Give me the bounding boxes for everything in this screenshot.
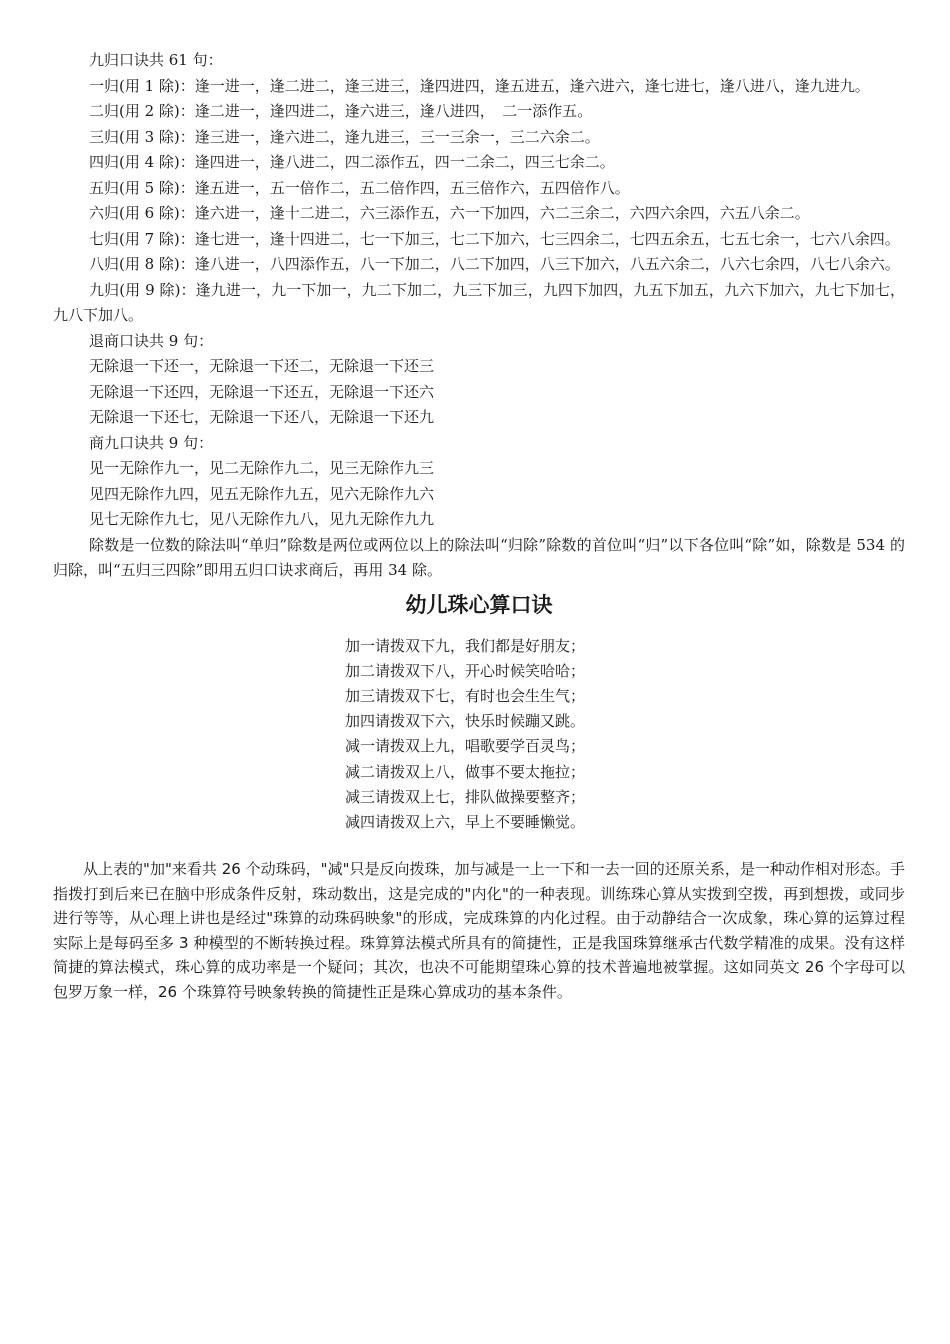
shangjiu-line-3: 见七无除作九七，见八无除作九八，见九无除作九九	[89, 510, 435, 528]
tuishang-line-2: 无除退一下还四，无除退一下还五，无除退一下还六	[89, 382, 435, 401]
jiugui-heading: 九归口诀共 61 句：	[89, 51, 223, 69]
division-note: 除数是一位数的除法叫“单归”除数是两位或两位以上的除法叫“归除”除数的首位叫“归”以下各位叫“除”如，除数是 534 的归除，叫“五归三四除”即用五归口诀求商后，再用 34 除。	[53, 535, 905, 579]
poem-line: 减二请拨双上八，做事不要太拖拉；	[345, 762, 586, 781]
jiugui-rule-4: 四归(用 4 除)：逢四进一，逢八进二，四二添作五，四一二余二，四三七余二。	[89, 153, 615, 171]
tuishang-line-3: 无除退一下还七，无除退一下还八，无除退一下还九	[89, 408, 435, 426]
tuishang-heading: 退商口诀共 9 句：	[89, 331, 214, 350]
jiugui-rule-5: 五归(用 5 除)：逢五进一，五一倍作二，五二倍作四，五三倍作六，五四倍作八。	[89, 178, 630, 197]
poem-line: 减四请拨双上六，早上不要睡懒觉。	[345, 812, 586, 831]
poem-block	[345, 634, 615, 836]
document-page	[53, 48, 905, 1004]
poem-line: 减三请拨双上七，排队做操要整齐；	[345, 787, 586, 806]
poem-line: 减一请拨双上九，唱歌要学百灵鸟；	[345, 737, 586, 756]
poem-title: 幼儿珠心算口诀	[405, 592, 553, 617]
shangjiu-heading: 商九口诀共 9 句：	[89, 433, 214, 452]
poem-line: 加一请拨双下九，我们都是好朋友；	[345, 636, 586, 655]
jiugui-rule-1: 一归(用 1 除)：逢一进一，逢二进二，逢三进三，逢四进四，逢五进五，逢六进六，逢七进七，逢八进八，逢九进九。	[89, 76, 870, 95]
jiugui-rule-2: 二归(用 2 除)：逢二进一，逢四进二，逢六进三，逢八进四， 二一添作五。	[89, 102, 593, 120]
essay-paragraph: 从上表的"加"来看共 26 个动珠码，"减"只是反向拨珠，加与减是一上一下和一去一回的还原关系，是一种动作相对形态。手指拨打到后来已在脑中形成条件反射，珠动数出，这是完成的"内化"的一种表现。训练珠心算从实拨到空拨，再到想拨，或同步进行等等，从心理上讲也是经过"珠算的动珠码映象"的形成，完成珠算的内化过程。由于动静结合一次成象，珠心算的运算过程实际上是每码至多 3 种模型的不断转换过程。珠算算法模式所具有的简捷性，正是我国珠算继承古代数学精准的成果。没有这样简捷的算法模式，珠心算的成功率是一个疑问；其次，也决不可能期望珠心算的技术普遍地被掌握。这如同英文 26 个字母可以包罗万象一样，26 个珠算符号映象转换的简捷性正是珠心算成功的基本条件。	[53, 860, 905, 1001]
poem-line: 加三请拨双下七，有时也会生生气；	[345, 686, 586, 705]
jiugui-rule-6: 六归(用 6 除)：逢六进一，逢十二进二，六三添作五，六一下加四，六二三余二，六四六余四，六五八余二。	[89, 204, 810, 222]
essay-section	[53, 857, 905, 1004]
jiugui-rule-7: 七归(用 7 除)：逢七进一，逢十四进二，七一下加三，七二下加六，七三四余二，七四五余五，七五七余一，七六八余四。	[89, 229, 900, 248]
jiugui-rule-3: 三归(用 3 除)：逢三进一，逢六进二，逢九进三，三一三余一，三二六余二。	[89, 127, 600, 146]
poem-line: 加四请拨双下六，快乐时候蹦又跳。	[345, 712, 586, 731]
jiugui-rule-9: 九归(用 9 除)：逢九进一，九一下加一，九二下加二，九三下加三，九四下加四，九五下加五，九六下加六，九七下加七，九八下加八。	[53, 280, 905, 324]
poem-line: 加二请拨双下八，开心时候笑哈哈；	[345, 661, 586, 680]
jiugui-rule-8: 八归(用 8 除)：逢八进一，八四添作五，八一下加二，八二下加四，八三下加六，八五六余二，八六七余四，八七八余六。	[89, 255, 900, 273]
shangjiu-line-2: 见四无除作九四，见五无除作九五，见六无除作九六	[89, 484, 435, 503]
shangjiu-line-1: 见一无除作九一，见二无除作九二，见三无除作九三	[89, 459, 435, 477]
tuishang-line-1: 无除退一下还一，无除退一下还二，无除退一下还三	[89, 357, 435, 375]
